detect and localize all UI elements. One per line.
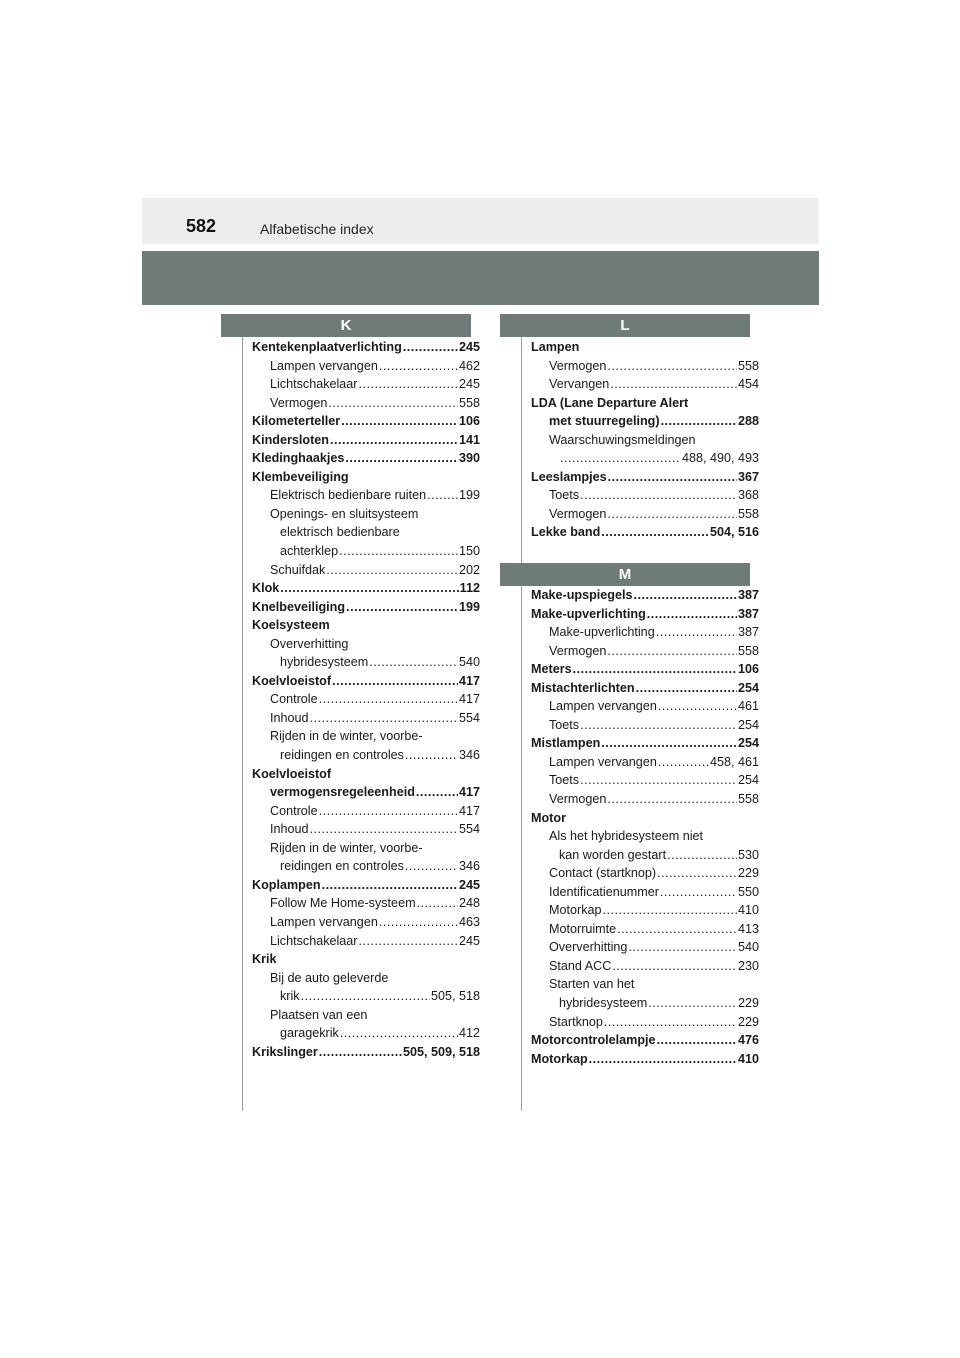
entry-term: Starten van het <box>549 977 635 992</box>
entry-page-ref: 199 <box>458 488 480 503</box>
entry-term: LDA (Lane Departure Alert <box>531 395 689 410</box>
entry-term: Waarschuwingsmeldingen <box>549 432 696 447</box>
index-entry <box>252 857 480 876</box>
dot-leader <box>339 542 458 561</box>
entry-term: Vermogen <box>549 643 607 658</box>
dot-leader <box>607 790 737 809</box>
entry-page-ref: 554 <box>458 710 480 725</box>
entry-term: elektrisch bedienbare <box>280 525 400 540</box>
entry-page-ref: 245 <box>458 377 480 392</box>
index-entry <box>252 653 480 672</box>
entry-term: Toets <box>549 717 580 732</box>
dot-leader <box>319 1043 402 1062</box>
entry-page-ref: 229 <box>737 1014 759 1029</box>
entry-page-ref: 505, 509, 518 <box>402 1044 480 1059</box>
dot-leader <box>405 746 458 765</box>
entry-page-ref: 554 <box>458 822 480 837</box>
index-entry <box>531 864 759 883</box>
dot-leader <box>603 901 737 920</box>
entry-page-ref: 390 <box>458 451 480 466</box>
entry-page-ref: 245 <box>458 933 480 948</box>
index-entry <box>531 679 759 698</box>
index-entry <box>531 994 759 1013</box>
page-number: 582 <box>186 216 217 236</box>
index-entry <box>252 375 480 394</box>
index-entry <box>252 894 480 913</box>
entry-page-ref: 530 <box>737 847 759 862</box>
index-entry <box>531 957 759 976</box>
entry-term: Follow Me Home-systeem <box>270 896 416 911</box>
index-entry <box>252 598 480 617</box>
index-entry <box>252 709 480 728</box>
dot-leader <box>332 672 458 691</box>
entry-page-ref: 463 <box>458 914 480 929</box>
index-entry <box>531 734 759 753</box>
index-entry <box>252 839 480 858</box>
entry-page-ref: 367 <box>737 469 759 484</box>
index-entry <box>531 920 759 939</box>
index-entry <box>531 938 759 957</box>
entry-term: Koelvloeistof <box>252 766 332 781</box>
dot-leader <box>607 505 737 524</box>
dot-leader <box>658 753 709 772</box>
index-entry <box>531 790 759 809</box>
dot-leader <box>405 857 458 876</box>
entry-term: garagekrik <box>280 1026 339 1041</box>
dot-leader <box>369 653 458 672</box>
entry-term: hybridesysteem <box>559 996 648 1011</box>
dot-leader <box>607 357 737 376</box>
index-entry <box>252 357 480 376</box>
entry-term: Lichtschakelaar <box>270 933 358 948</box>
entry-term: Controle <box>270 803 318 818</box>
dot-leader <box>403 338 458 357</box>
dot-leader <box>301 987 430 1006</box>
index-entry <box>531 505 759 524</box>
dot-leader <box>328 394 458 413</box>
index-entry <box>252 486 480 505</box>
entry-term: Koelsysteem <box>252 618 330 633</box>
entry-term: Krikslinger <box>252 1044 318 1059</box>
entry-term: Inhoud <box>270 710 309 725</box>
entry-page-ref: 387 <box>737 606 759 621</box>
entry-term: Motorruimte <box>549 921 617 936</box>
dot-leader <box>319 802 458 821</box>
entry-term: reidingen en controles <box>280 859 404 874</box>
entry-page-ref: 346 <box>458 748 480 763</box>
entry-term: Koelvloeistof <box>252 673 332 688</box>
dot-leader <box>658 697 737 716</box>
index-entry <box>531 338 759 357</box>
entry-term: achterklep <box>280 544 339 559</box>
dot-leader <box>310 709 458 728</box>
dot-leader <box>346 598 458 617</box>
entry-term: Mistlampen <box>531 736 601 751</box>
index-entry <box>252 820 480 839</box>
index-entry <box>531 1031 759 1050</box>
index-entry <box>252 635 480 654</box>
dot-leader <box>427 486 458 505</box>
entry-page-ref: 550 <box>737 884 759 899</box>
index-entry <box>531 809 759 828</box>
entry-term: Kledinghaakjes <box>252 451 345 466</box>
entry-page-ref: 229 <box>737 866 759 881</box>
entry-page-ref: 387 <box>737 588 759 602</box>
entry-term: Rijden in de winter, voorbe- <box>270 840 423 855</box>
dot-leader <box>617 920 737 939</box>
entry-page-ref: 254 <box>737 680 759 695</box>
index-entry <box>252 449 480 468</box>
dot-leader <box>417 894 458 913</box>
index-entry <box>252 876 480 895</box>
index-entry <box>531 642 759 661</box>
entry-term: Make-upverlichting <box>531 606 646 621</box>
index-entry <box>531 468 759 487</box>
index-entry <box>531 357 759 376</box>
index-entry <box>252 783 480 802</box>
entry-term: vermogensregeleenheid <box>270 785 415 800</box>
dot-leader <box>656 623 737 642</box>
entry-page-ref: 368 <box>737 488 759 503</box>
index-entry <box>531 660 759 679</box>
entry-page-ref: 558 <box>458 395 480 410</box>
index-section-l <box>531 338 759 542</box>
dot-leader <box>379 913 458 932</box>
entry-term: Meters <box>531 662 572 677</box>
entry-page-ref: 254 <box>737 736 759 751</box>
entry-page-ref: 417 <box>458 692 480 707</box>
entry-term: Lampen vervangen <box>270 358 378 373</box>
index-entry <box>252 1006 480 1025</box>
index-entry <box>531 883 759 902</box>
page-header <box>142 198 819 244</box>
dot-leader <box>359 375 458 394</box>
index-entry <box>531 412 759 431</box>
dot-leader <box>580 771 737 790</box>
index-entry <box>531 486 759 505</box>
dot-leader <box>330 431 458 450</box>
entry-term: Inhoud <box>270 822 309 837</box>
index-entry <box>252 468 480 487</box>
entry-term: kan worden gestart <box>559 847 667 862</box>
dot-leader <box>560 449 681 468</box>
index-entry <box>531 605 759 624</box>
entry-page-ref: 230 <box>737 958 759 973</box>
dot-leader <box>359 932 458 951</box>
entry-page-ref: 558 <box>737 358 759 373</box>
index-entry <box>531 623 759 642</box>
dot-leader <box>310 820 458 839</box>
entry-term: Kindersloten <box>252 432 329 447</box>
entry-term: Lampen vervangen <box>270 914 378 929</box>
section-header-k: K <box>221 314 471 337</box>
index-entry <box>252 727 480 746</box>
entry-page-ref: 245 <box>458 340 480 354</box>
entry-term: Motorcontrolelampje <box>531 1033 656 1048</box>
index-entry <box>252 765 480 784</box>
index-entry <box>252 969 480 988</box>
index-entry <box>531 753 759 772</box>
index-entry <box>252 690 480 709</box>
entry-term: Schuifdak <box>270 562 326 577</box>
index-entry <box>252 1024 480 1043</box>
entry-term: Kentekenplaatverlichting <box>252 340 402 354</box>
entry-page-ref: 141 <box>458 432 480 447</box>
entry-page-ref: 417 <box>458 803 480 818</box>
entry-term: Lampen vervangen <box>549 754 657 769</box>
section-header-l: L <box>500 314 750 337</box>
index-entry <box>252 802 480 821</box>
entry-page-ref: 410 <box>737 903 759 918</box>
entry-term: Controle <box>270 692 318 707</box>
dot-leader <box>633 586 737 605</box>
entry-term: Oververhitting <box>270 636 349 651</box>
index-entry <box>252 672 480 691</box>
index-entry <box>531 1013 759 1032</box>
index-entry <box>531 827 759 846</box>
dot-leader <box>628 938 737 957</box>
entry-page-ref: 417 <box>458 785 480 800</box>
dot-leader <box>660 883 737 902</box>
entry-term: Koplampen <box>252 877 321 892</box>
entry-term: Knelbeveiliging <box>252 599 346 614</box>
entry-page-ref: 202 <box>458 562 480 577</box>
entry-page-ref: 288 <box>737 414 759 429</box>
entry-term: Rijden in de winter, voorbe- <box>270 729 423 744</box>
index-section-k <box>252 338 480 1061</box>
index-entry <box>252 412 480 431</box>
entry-page-ref: 417 <box>458 673 480 688</box>
dot-leader <box>322 876 458 895</box>
entry-page-ref: 505, 518 <box>430 989 480 1004</box>
header-band <box>142 251 819 305</box>
entry-term: Vermogen <box>549 792 607 807</box>
entry-page-ref: 558 <box>737 506 759 521</box>
section-header-m: M <box>500 563 750 586</box>
entry-page-ref: 150 <box>458 544 480 559</box>
dot-leader <box>610 375 737 394</box>
column-divider-right <box>521 335 522 1111</box>
entry-page-ref: 458, 461 <box>709 754 759 769</box>
index-entry <box>531 449 759 468</box>
index-entry <box>252 987 480 1006</box>
entry-term: Identificatienummer <box>549 884 659 899</box>
index-entry <box>252 561 480 580</box>
entry-term: reidingen en controles <box>280 748 404 763</box>
entry-page-ref: 540 <box>737 940 759 955</box>
index-entry <box>252 505 480 524</box>
entry-term: Lampen <box>531 340 580 354</box>
dot-leader <box>573 660 737 679</box>
dot-leader <box>601 523 709 542</box>
entry-term: Plaatsen van een <box>270 1007 368 1022</box>
dot-leader <box>589 1050 737 1069</box>
entry-term: hybridesysteem <box>280 655 369 670</box>
index-entry <box>531 523 759 542</box>
index-entry <box>252 746 480 765</box>
index-entry <box>252 950 480 969</box>
dot-leader <box>608 468 737 487</box>
entry-page-ref: 462 <box>458 358 480 373</box>
entry-term: Toets <box>549 488 580 503</box>
index-entry <box>252 913 480 932</box>
entry-term: Oververhitting <box>549 940 628 955</box>
entry-page-ref: 112 <box>459 581 480 596</box>
index-entry <box>531 697 759 716</box>
index-entry <box>531 716 759 735</box>
entry-page-ref: 558 <box>737 792 759 807</box>
entry-page-ref: 540 <box>458 655 480 670</box>
dot-leader <box>661 412 737 431</box>
entry-term: Klembeveiliging <box>252 469 349 484</box>
index-section-m <box>531 586 759 1068</box>
dot-leader <box>416 783 458 802</box>
entry-page-ref: 346 <box>458 859 480 874</box>
dot-leader <box>667 846 737 865</box>
entry-page-ref: 245 <box>458 877 480 892</box>
entry-page-ref: 461 <box>737 699 759 714</box>
dot-leader <box>657 1031 737 1050</box>
entry-term: Motorkap <box>549 903 602 918</box>
entry-page-ref: 558 <box>737 643 759 658</box>
dot-leader <box>280 579 458 598</box>
entry-term: Toets <box>549 773 580 788</box>
entry-page-ref: 254 <box>737 717 759 732</box>
index-entry <box>252 338 480 357</box>
entry-term: Krik <box>252 952 277 967</box>
entry-term: met stuurregeling) <box>549 414 660 429</box>
entry-page-ref: 248 <box>458 896 480 911</box>
entry-term: Vermogen <box>549 506 607 521</box>
index-entry <box>252 431 480 450</box>
dot-leader <box>612 957 737 976</box>
entry-term: Motor <box>531 810 566 825</box>
index-entry <box>531 975 759 994</box>
dot-leader <box>341 412 458 431</box>
entry-term: Stand ACC <box>549 958 612 973</box>
entry-term: Kilometerteller <box>252 414 341 429</box>
entry-page-ref: 387 <box>737 625 759 640</box>
index-entry <box>252 579 480 598</box>
entry-page-ref: 410 <box>737 1051 759 1066</box>
dot-leader <box>607 642 737 661</box>
index-entry <box>252 542 480 561</box>
entry-term: Openings- en sluitsysteem <box>270 506 419 521</box>
entry-page-ref: 413 <box>737 921 759 936</box>
entry-page-ref: 106 <box>458 414 480 429</box>
entry-term: Lichtschakelaar <box>270 377 358 392</box>
entry-page-ref: 254 <box>737 773 759 788</box>
entry-page-ref: 454 <box>737 377 759 392</box>
dot-leader <box>340 1024 458 1043</box>
entry-term: Vervangen <box>549 377 610 392</box>
entry-page-ref: 476 <box>737 1033 759 1048</box>
entry-page-ref: 504, 516 <box>709 525 759 540</box>
index-entry <box>531 846 759 865</box>
index-entry <box>252 1043 480 1062</box>
index-entry <box>252 932 480 951</box>
entry-term: Startknop <box>549 1014 603 1029</box>
entry-page-ref: 488, 490, 493 <box>681 451 759 466</box>
entry-term: Make-upverlichting <box>549 625 655 640</box>
entry-page-ref: 199 <box>458 599 480 614</box>
dot-leader <box>648 994 737 1013</box>
index-entry <box>531 394 759 413</box>
index-entry <box>531 771 759 790</box>
entry-term: Contact (startknop) <box>549 866 657 881</box>
dot-leader <box>636 679 737 698</box>
index-entry <box>531 431 759 450</box>
entry-term: Als het hybridesysteem niet <box>549 829 703 844</box>
dot-leader <box>604 1013 737 1032</box>
entry-term: Klok <box>252 581 280 596</box>
entry-term: Make-upspiegels <box>531 588 633 602</box>
dot-leader <box>345 449 458 468</box>
dot-leader <box>319 690 458 709</box>
column-divider-left <box>242 335 243 1111</box>
entry-term: Elektrisch bedienbare ruiten <box>270 488 427 503</box>
index-entry <box>531 586 759 605</box>
index-entry <box>252 523 480 542</box>
entry-term: Lekke band <box>531 525 601 540</box>
index-entry <box>531 1050 759 1069</box>
page-title: Alfabetische index <box>260 221 374 237</box>
entry-page-ref: 412 <box>458 1026 480 1041</box>
index-entry <box>252 616 480 635</box>
dot-leader <box>657 864 737 883</box>
entry-term: Vermogen <box>270 395 328 410</box>
index-entry <box>252 394 480 413</box>
entry-term: Vermogen <box>549 358 607 373</box>
dot-leader <box>580 486 737 505</box>
entry-term: krik <box>280 989 300 1004</box>
entry-term: Mistachterlichten <box>531 680 635 695</box>
index-entry <box>531 375 759 394</box>
index-entry <box>531 901 759 920</box>
entry-page-ref: 106 <box>737 662 759 677</box>
entry-page-ref: 229 <box>737 996 759 1011</box>
entry-term: Leeslampjes <box>531 469 607 484</box>
entry-term: Lampen vervangen <box>549 699 657 714</box>
entry-term: Bij de auto geleverde <box>270 970 389 985</box>
dot-leader <box>647 605 737 624</box>
dot-leader <box>580 716 737 735</box>
dot-leader <box>601 734 737 753</box>
dot-leader <box>379 357 458 376</box>
entry-term: Motorkap <box>531 1051 588 1066</box>
dot-leader <box>326 561 458 580</box>
